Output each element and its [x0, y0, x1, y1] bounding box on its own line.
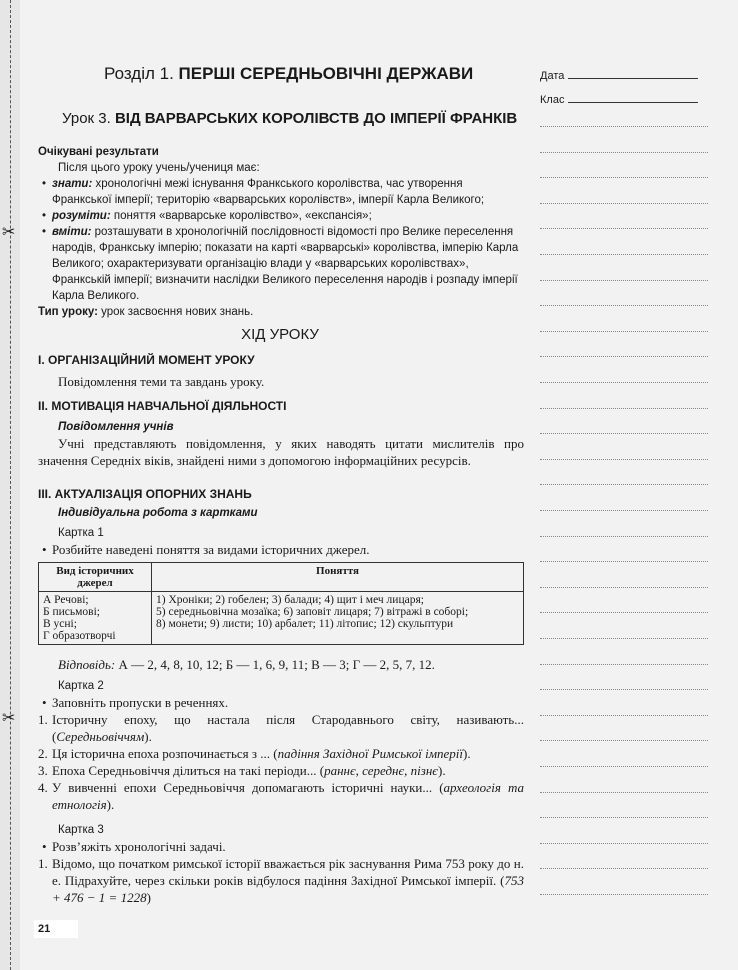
- note-line: [540, 740, 708, 741]
- date-field[interactable]: Дата: [540, 68, 698, 82]
- note-line: [540, 126, 708, 127]
- note-line: [540, 408, 708, 409]
- note-line: [540, 254, 708, 255]
- card3-item: 1. Відомо, що початком римської історії вважається рік заснування Рима 753 року до н. е. Підрахуйте, через скільки років відбулося падіння Західної Римської імперії. (753 + 476 − 1 = 1228): [38, 856, 524, 905]
- card2-item: 1. Історичну епоху, що настала після Стародавнього світу, називають... (Середньовіччям).: [38, 712, 524, 744]
- card1-table: [38, 562, 524, 645]
- s1-title: І. ОРГАНІЗАЦІЙНИЙ МОМЕНТ УРОКУ: [38, 353, 255, 367]
- card2-label: Картка 2: [58, 680, 104, 692]
- card2-item: 3. Епоха Середньовіччя ділиться на такі періоди... (раннє, середнє, пізнє).: [38, 763, 446, 778]
- s3-title: ІІІ. АКТУАЛІЗАЦІЯ ОПОРНИХ ЗНАНЬ: [38, 487, 252, 501]
- card3-label: Картка 3: [58, 824, 104, 836]
- scissors-icon: ✂: [2, 708, 16, 727]
- note-line: [540, 689, 708, 690]
- note-line: [540, 356, 708, 357]
- concept-line: 8) монети; 9) листи; 10) арбалет; 11) літопис; 12) скульптури: [156, 618, 454, 630]
- note-line: [540, 612, 708, 613]
- note-line: [540, 331, 708, 332]
- note-line: [540, 536, 708, 537]
- note-line: [540, 510, 708, 511]
- note-line: [540, 152, 708, 153]
- note-line: [540, 894, 708, 895]
- s3-sub: Індивідуальна робота з картками: [58, 507, 258, 519]
- note-line: [540, 433, 708, 434]
- section-2: [38, 398, 524, 469]
- card1-table-wrap: [38, 562, 524, 645]
- can-item: • вміти: розташувати в хронологічній послідовності відомості про Велике переселення народів, Франкську імперію; показати на карті «варварські» королівства, імперію Карла Великого; охарактеризувати організацію влади у «варварських королівствах», Франкській імперії; визначити наслідки Великого переселення народів і розпаду імперії Карла Великого.: [38, 224, 524, 304]
- card3: [38, 822, 524, 906]
- note-line: [540, 177, 708, 178]
- type-item: Б письмові;: [43, 606, 100, 618]
- s2-sub: Повідомлення учнів: [58, 421, 174, 433]
- s1-text: Повідомлення теми та завдань уроку.: [58, 374, 265, 389]
- section-title: Розділ 1. ПЕРШІ СЕРЕДНЬОВІЧНІ ДЕРЖАВИ: [104, 64, 474, 83]
- card1-task: • Розбийте наведені поняття за видами історичних джерел.: [38, 541, 524, 558]
- class-field[interactable]: Клас: [540, 92, 698, 106]
- lesson-title: Урок 3. ВІД ВАРВАРСЬКИХ КОРОЛІВСТВ ДО ІМПЕРІЇ ФРАНКІВ: [62, 110, 518, 127]
- concept-line: 5) середньовічна мозаїка; 6) заповіт лицаря; 7) вітражі в соборі;: [156, 606, 469, 618]
- understand-item: • розуміти: поняття «варварське королівство», «експансія»;: [38, 208, 524, 224]
- page-number: 21: [34, 920, 78, 938]
- note-line: [540, 792, 708, 793]
- note-line: [540, 843, 708, 844]
- note-line: [540, 459, 708, 460]
- note-line: [540, 817, 708, 818]
- note-line: [540, 715, 708, 716]
- results-heading: Очікувані результати: [38, 146, 159, 158]
- answer-label: Відповідь:: [58, 657, 116, 672]
- expected-results: [38, 144, 524, 320]
- note-line: [540, 638, 708, 639]
- table-cell-concepts: [152, 592, 524, 645]
- table-header-type: Вид історичних джерел: [39, 563, 152, 592]
- table-header-concepts: Поняття: [152, 563, 524, 592]
- scissors-icon: ✂: [2, 222, 16, 241]
- note-line: [540, 203, 708, 204]
- answer-text: А — 2, 4, 8, 10, 12; Б — 1, 6, 9, 11; В — 3; Г — 2, 5, 7, 12.: [115, 657, 435, 672]
- note-line: [540, 561, 708, 562]
- note-line: [540, 280, 708, 281]
- course-title: ХІД УРОКУ: [241, 326, 319, 343]
- note-line: [540, 766, 708, 767]
- type-item: В усні;: [43, 618, 77, 630]
- card1-answer: [38, 656, 524, 673]
- concept-line: 1) Хроніки; 2) гобелен; 3) балади; 4) щит і меч лицаря;: [156, 594, 424, 606]
- table-cell-types: [39, 592, 152, 645]
- note-line: [540, 868, 708, 869]
- note-line: [540, 305, 708, 306]
- card3-task: • Розв’яжіть хронологічні задачі.: [38, 838, 524, 855]
- lesson-type: Тип уроку: урок засвоєння нових знань.: [38, 306, 254, 318]
- section-1: [38, 352, 524, 390]
- card2: [38, 678, 524, 813]
- s2-title: ІІ. МОТИВАЦІЯ НАВЧАЛЬНОЇ ДІЯЛЬНОСТІ: [38, 399, 287, 413]
- s2-text: Учні представляють повідомлення, у яких наводять цитати мислителів про значення Середніх віків, знайдені ними з допомогою інформаційних ресурсів.: [38, 436, 524, 468]
- results-intro: Після цього уроку учень/учениця має:: [58, 162, 260, 174]
- type-item: А Речові;: [43, 594, 89, 606]
- card2-item: 2. Ця історична епоха розпочинається з ... (падіння Західної Римської імперії).: [38, 746, 471, 761]
- note-line: [540, 382, 708, 383]
- note-line: [540, 484, 708, 485]
- card1-label: Картка 1: [58, 527, 104, 539]
- card2-task: • Заповніть пропуски в реченнях.: [38, 694, 524, 711]
- note-line: [540, 587, 708, 588]
- note-line: [540, 228, 708, 229]
- type-item: Г образотворчі: [43, 630, 116, 642]
- know-item: • знати: хронологічні межі існування Франкського королівства, час утворення Франкської імперії; територію «варварських королівств», імперії Карла Великого;: [38, 176, 524, 208]
- section-3: [38, 486, 524, 558]
- note-line: [540, 664, 708, 665]
- card2-item: 4. У вивченні епохи Середньовіччя допомагають історичні науки... (археологія та етнологія).: [38, 780, 525, 812]
- cut-line: [10, 0, 11, 970]
